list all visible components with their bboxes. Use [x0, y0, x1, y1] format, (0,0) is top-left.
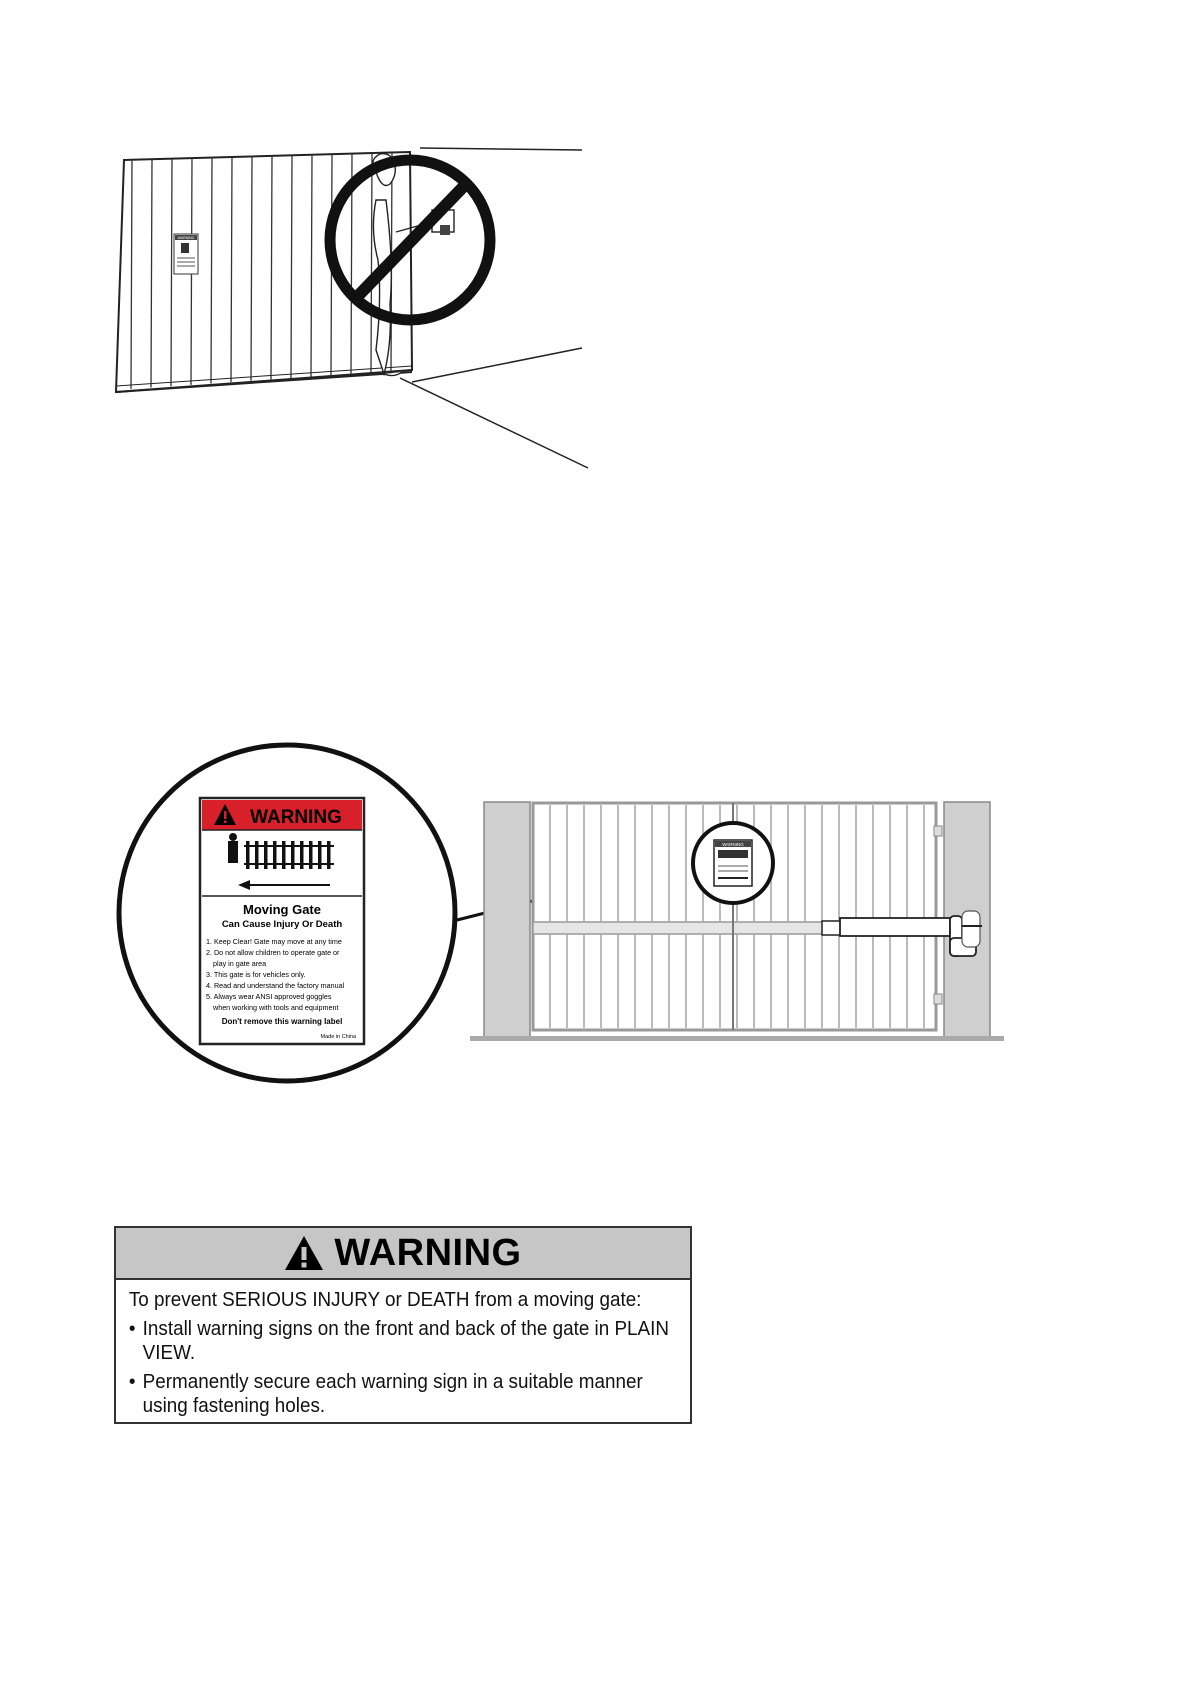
- label-item: 5. Always wear ANSI approved goggles: [206, 992, 332, 1001]
- warning-intro: To prevent SERIOUS INJURY or DEATH from a moving gate:: [128, 1288, 642, 1311]
- gate-warning-sign-small: [174, 234, 198, 274]
- warning-header: [116, 1228, 690, 1280]
- label-item: 4. Read and understand the factory manual: [206, 981, 345, 990]
- warning-bullet: • Install warning signs on the front and back of the gate in PLAIN VIEW.: [129, 1317, 681, 1365]
- warning-body: [116, 1280, 694, 1418]
- gate-warning-sign-small: [693, 823, 773, 903]
- small-sign-heading: WARNING: [177, 236, 195, 240]
- label-item: 3. This gate is for vehicles only.: [206, 970, 306, 979]
- label-item: 1. Keep Clear! Gate may move at any time: [206, 937, 342, 946]
- warning-title: WARNING: [334, 1231, 522, 1274]
- label-footer: Don't remove this warning label: [221, 1017, 343, 1026]
- sliding-gate: [116, 152, 412, 392]
- label-item: play in gate area: [213, 959, 267, 968]
- warning-bullet: • Permanently secure each warning sign in a suitable manner using fastening holes.: [129, 1370, 681, 1418]
- label-subtitle: Can Cause Injury Or Death: [221, 919, 343, 930]
- label-header: WARNING: [250, 807, 342, 828]
- warning-label-closeup: [200, 798, 364, 1044]
- label-title: Moving Gate: [242, 902, 322, 917]
- gate-sign-heading: WARNING: [722, 842, 744, 847]
- gate-label-placement-diagram: [0, 740, 1050, 1100]
- warning-triangle-icon: [284, 1235, 324, 1271]
- left-pillar: [484, 802, 530, 1038]
- warning-notice: [114, 1226, 692, 1424]
- label-made-in: Made in China: [320, 1034, 356, 1040]
- label-item: 2. Do not allow children to operate gate or: [206, 948, 340, 957]
- warning-bullet-list: [129, 1317, 681, 1418]
- gate-hazard-illustration: [0, 0, 620, 480]
- label-item: when working with tools and equipment: [213, 1003, 339, 1012]
- ground-line: [470, 1036, 1004, 1041]
